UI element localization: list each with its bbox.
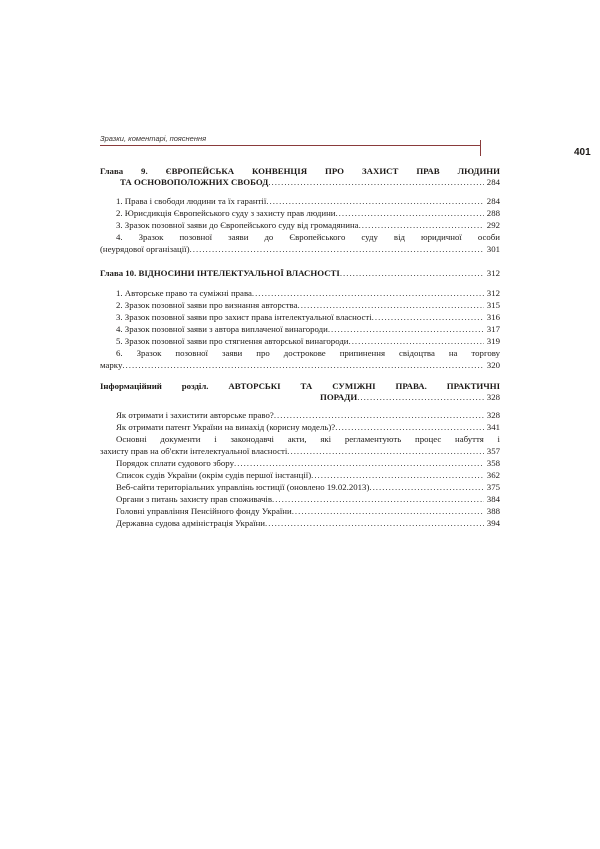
- leader-dots: [328, 324, 484, 334]
- leader-dots: [372, 312, 484, 322]
- item-page: 341: [486, 422, 500, 432]
- leader-dots: [292, 506, 484, 516]
- item-page: 328: [486, 410, 500, 420]
- item-page: 375: [486, 482, 500, 492]
- item-title: Порядок сплати судового збору: [116, 458, 234, 468]
- list-item: [100, 244, 500, 254]
- chapter10-item6-line1: 6. Зразок позовної заяви про дострокове припинення свідоцтва на торгову: [116, 348, 500, 358]
- chapter10-title: Глава 10. ВІДНОСИНИ ІНТЕЛЕКТУАЛЬНОЇ ВЛАСНОСТІ: [100, 268, 340, 278]
- list-item: [116, 458, 500, 468]
- item-page: 362: [486, 470, 500, 480]
- item-title: Головні управління Пенсійного фонду України: [116, 506, 292, 516]
- info-title-line1: Інформаційний розділ. АВТОРСЬКІ ТА СУМІЖНІ ПРАВА. ПРАКТИЧНІ: [100, 381, 500, 391]
- running-header: [100, 134, 591, 160]
- list-item: [100, 446, 500, 456]
- chapter9-title-line1: Глава 9. ЄВРОПЕЙСЬКА КОНВЕНЦІЯ ПРО ЗАХИСТ ПРАВ ЛЮДИНИ: [100, 166, 500, 176]
- item-title: 1. Права і свободи людини та їх гарантії: [116, 196, 267, 206]
- info-title-line2: ПОРАДИ: [320, 392, 358, 402]
- leader-dots: [298, 300, 484, 310]
- leader-dots: [335, 422, 484, 432]
- leader-dots: [268, 177, 483, 187]
- item-page: 320: [486, 360, 500, 370]
- leader-dots: [335, 208, 483, 218]
- list-item: [100, 360, 500, 370]
- leader-dots: [349, 336, 484, 346]
- list-item: [116, 324, 500, 334]
- leader-dots: [274, 410, 484, 420]
- item-page: 292: [486, 220, 500, 230]
- chapter10-title-row: [100, 268, 500, 278]
- running-title: Зразки, коментарі, пояснення: [100, 134, 207, 143]
- item-page: 312: [486, 288, 500, 298]
- item-title: (неурядової організації): [100, 244, 190, 254]
- header-rule: [100, 145, 481, 146]
- list-item: [116, 422, 500, 432]
- item-page: 319: [486, 336, 500, 346]
- item-title: Як отримати і захистити авторське право?: [116, 410, 274, 420]
- item-page: 357: [486, 446, 500, 456]
- item-page: 384: [486, 494, 500, 504]
- info-title-row: [100, 392, 500, 402]
- item-page: 317: [486, 324, 500, 334]
- item-title: Список судів України (окрім судів першої інстанції): [116, 470, 312, 480]
- info-docs-line1: Основні документи і законодавчі акти, які регламентують процес набуття і: [116, 434, 500, 444]
- item-title: 3. Зразок позовної заяви про захист права інтелектуальної власності: [116, 312, 372, 322]
- leader-dots: [340, 268, 484, 278]
- item-title: Державна судова адміністрація України: [116, 518, 265, 528]
- list-item: [116, 410, 500, 420]
- item-title: 2. Зразок позовної заяви про визнання авторства: [116, 300, 298, 310]
- leader-dots: [287, 446, 484, 456]
- item-page: 315: [486, 300, 500, 310]
- item-title: Як отримати патент України на винахід (корисну модель)?: [116, 422, 336, 432]
- leader-dots: [359, 220, 484, 230]
- item-page: 394: [486, 518, 500, 528]
- item-page: 284: [486, 196, 500, 206]
- list-item: [116, 518, 500, 528]
- leader-dots: [272, 494, 484, 504]
- item-title: 4. Зразок позовної заяви з автора виплаченої винагороди: [116, 324, 328, 334]
- item-page: 301: [486, 244, 500, 254]
- item-title: марку: [100, 360, 123, 370]
- leader-dots: [266, 196, 483, 206]
- list-item: [116, 220, 500, 230]
- leader-dots: [234, 458, 484, 468]
- chapter9-title-row: [120, 177, 500, 187]
- item-page: 358: [486, 458, 500, 468]
- item-title: 2. Юрисдикція Європейського суду з захисту прав людини: [116, 208, 336, 218]
- leader-dots: [265, 518, 484, 528]
- leader-dots: [190, 244, 484, 254]
- page-number-box: [480, 140, 500, 156]
- item-page: 288: [486, 208, 500, 218]
- list-item: [116, 482, 500, 492]
- list-item: [116, 288, 500, 298]
- leader-dots: [311, 470, 484, 480]
- list-item: [116, 312, 500, 322]
- item-title: Веб-сайти територіальних управлінь юстиції (оновлено 19.02.2013): [116, 482, 370, 492]
- list-item: [116, 494, 500, 504]
- item-title: Органи з питань захисту прав споживачів: [116, 494, 273, 504]
- leader-dots: [369, 482, 483, 492]
- item-title: захисту прав на об'єкти інтелектуальної власності: [100, 446, 288, 456]
- item-title: 5. Зразок позовної заяви про стягнення авторської винагороди: [116, 336, 349, 346]
- chapter10-page: 312: [486, 268, 500, 278]
- list-item: [116, 300, 500, 310]
- info-page: 328: [486, 392, 500, 402]
- page-number: 401: [574, 147, 591, 158]
- chapter9-page: 284: [486, 177, 500, 187]
- leader-dots: [122, 360, 483, 370]
- item-page: 316: [486, 312, 500, 322]
- leader-dots: [357, 392, 484, 402]
- item-page: 388: [486, 506, 500, 516]
- list-item: [116, 470, 500, 480]
- list-item: [116, 196, 500, 206]
- chapter9-title-line2: ТА ОСНОВОПОЛОЖНИХ СВОБОД: [120, 177, 269, 187]
- item-title: 3. Зразок позовної заяви до Європейського суду від громадянина: [116, 220, 359, 230]
- list-item: [116, 208, 500, 218]
- list-item: [116, 506, 500, 516]
- leader-dots: [252, 288, 484, 298]
- list-item: [116, 336, 500, 346]
- chapter9-item4-line1: 4. Зразок позовної заяви до Європейського суду від юридичної особи: [116, 232, 500, 242]
- item-title: 1. Авторське право та суміжні права: [116, 288, 252, 298]
